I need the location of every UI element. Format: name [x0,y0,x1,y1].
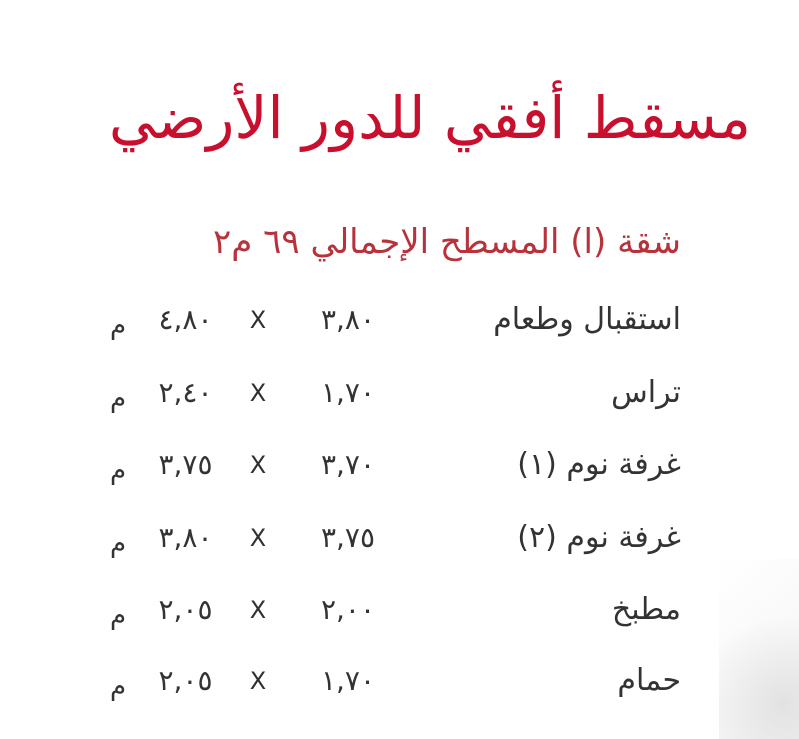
unit-label: م [109,384,127,414]
room-row [0,512,799,564]
times-symbol: X [249,596,267,624]
room-length: ٣,٨٠ [158,521,213,554]
times-symbol: X [249,306,267,334]
room-name: غرفة نوم (١) [517,447,681,482]
room-length: ٣,٧٥ [158,448,213,481]
room-width: ٣,٧٠ [320,448,375,481]
room-row [0,584,799,636]
room-row [0,655,799,707]
room-width: ١,٧٠ [320,376,375,409]
room-width: ٣,٨٠ [320,303,375,336]
unit-label: م [109,672,127,702]
room-width: ٣,٧٥ [320,521,375,554]
room-name: تراس [611,375,681,410]
unit-label: م [109,529,127,559]
room-width: ٢,٠٠ [320,593,375,626]
room-length: ٢,٤٠ [158,376,213,409]
page-title: مسقط أفقي للدور الأرضي [108,84,751,152]
room-length: ٢,٠٥ [158,664,213,697]
room-name: استقبال وطعام [493,302,681,337]
times-symbol: X [249,379,267,407]
unit-label: م [109,601,127,631]
room-length: ٢,٠٥ [158,593,213,626]
room-width: ١,٧٠ [320,664,375,697]
times-symbol: X [249,524,267,552]
unit-label: م [109,311,127,341]
times-symbol: X [249,451,267,479]
room-row [0,439,799,491]
room-name: حمام [617,663,681,698]
unit-label: م [109,456,127,486]
room-name: مطبخ [611,592,681,627]
times-symbol: X [249,667,267,695]
paper-texture [719,559,799,739]
room-row [0,367,799,419]
apartment-subtitle: شقة (ا) المسطح الإجمالي ٦٩ م٢ [213,222,681,262]
room-name: غرفة نوم (٢) [517,520,681,555]
room-length: ٤,٨٠ [158,303,213,336]
room-row [0,294,799,346]
